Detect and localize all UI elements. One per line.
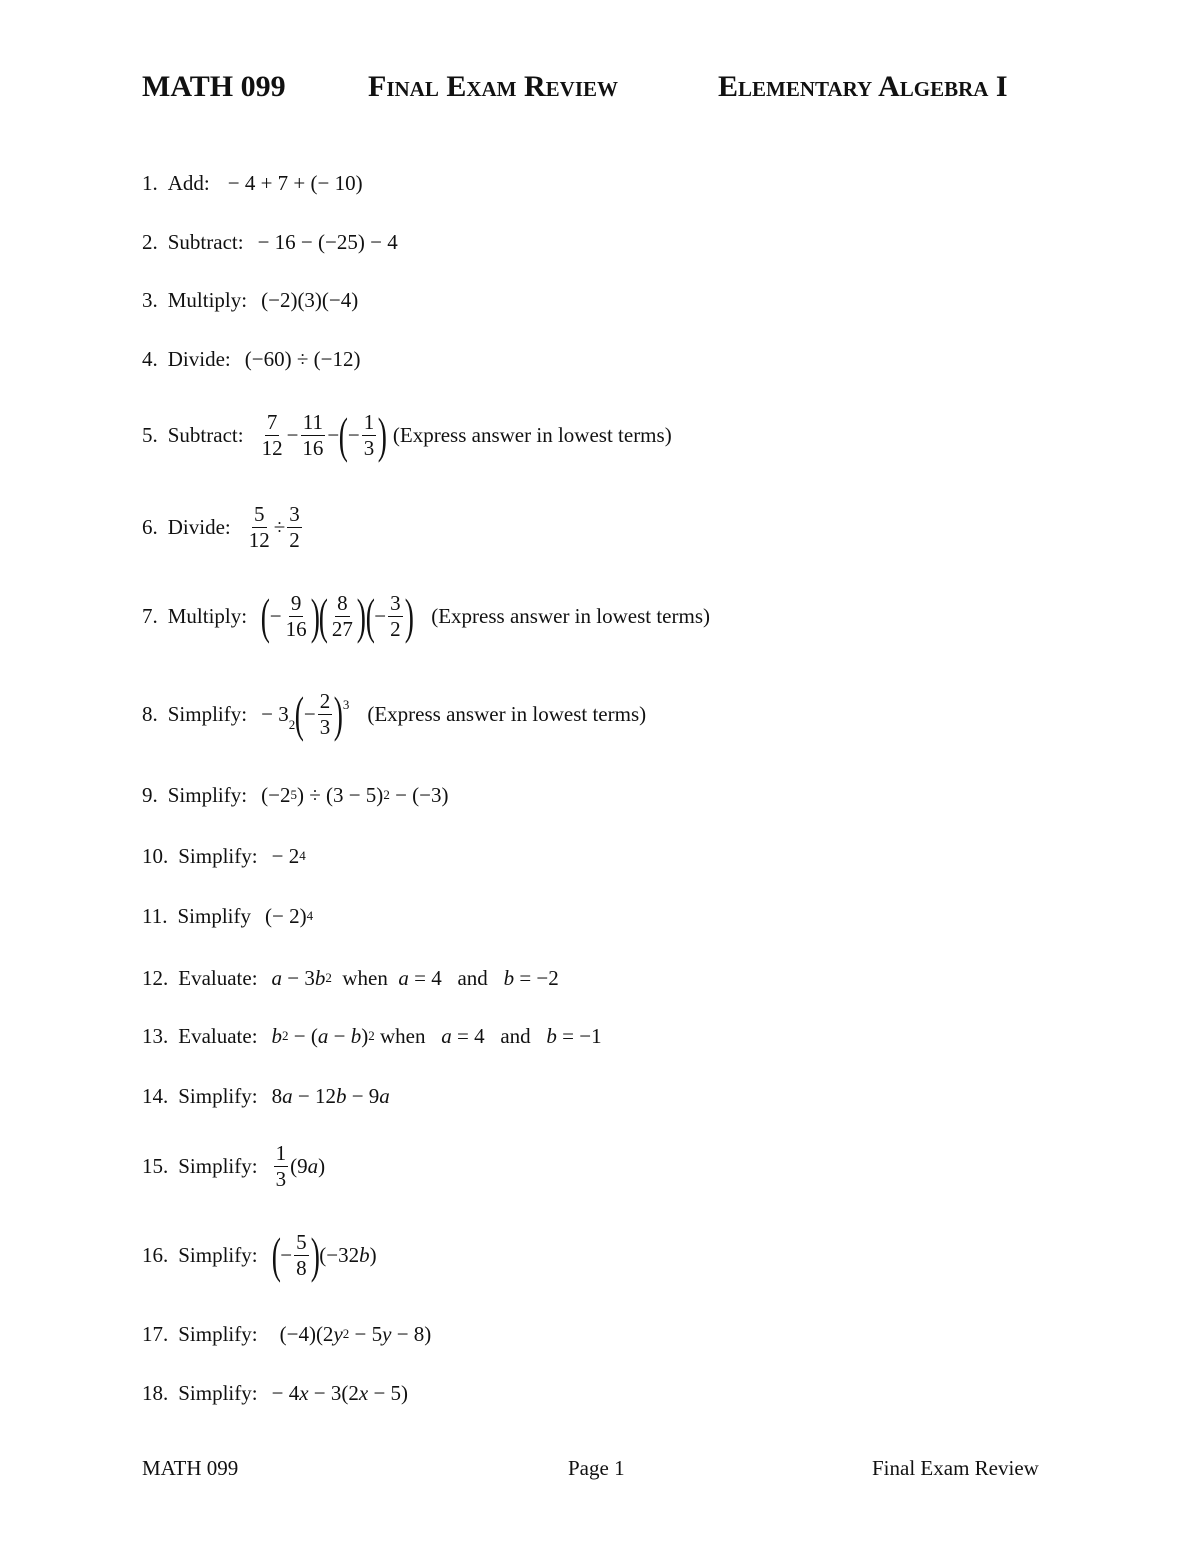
- problem-expression: b 2 − ( a − b ) 2 when a = 4 and b = −1: [271, 1023, 602, 1048]
- problem-15: [142, 1126, 325, 1206]
- problem-expression: (−60) ÷ (−12): [244, 346, 361, 371]
- problem-number: 9.: [142, 782, 158, 807]
- fraction: $\frac{3}{2}$: [289, 502, 300, 552]
- problem-expression: $\frac{7}{12}$ − $\frac{11}{16}$ − ( − $\frac{1}{3}$ ): [261, 407, 388, 463]
- problem-label: Simplify:: [178, 1321, 258, 1346]
- header-course: MATH 099: [142, 70, 286, 103]
- problem-expression: − 16 − (−25) − 4: [257, 229, 398, 254]
- problem-expression: ( − $\frac{9}{16}$ ) ( $\frac{8}{27}$ ) ( − $\frac{3}{2}$ ): [260, 588, 414, 644]
- problem-label: Multiply:: [167, 287, 248, 312]
- problem-label: Divide:: [167, 514, 231, 539]
- problem-label: Evaluate:: [178, 965, 258, 990]
- problem-number: 1.: [142, 170, 158, 195]
- problem-label: Simplify: [177, 903, 251, 928]
- problem-number: 15.: [142, 1153, 169, 1178]
- problem-number: 11.: [142, 903, 168, 928]
- problem-label: Simplify:: [178, 1242, 258, 1267]
- problem-8: [142, 674, 646, 754]
- problem-number: 13.: [142, 1023, 169, 1048]
- problem-expression: (−2 5 ) ÷ (3 − 5) 2 − (−3): [261, 782, 449, 807]
- footer-title: Final Exam Review: [872, 1456, 1039, 1480]
- fraction: $\frac{8}{27}$: [331, 591, 353, 641]
- problem-6: [142, 487, 304, 567]
- problem-number: 2.: [142, 229, 158, 254]
- problem-expression: − 2 4: [271, 843, 306, 868]
- problem-expression: ( − $\frac{5}{8}$ ) (−32 b ): [271, 1227, 377, 1283]
- fraction: $\frac{5}{12}$: [248, 502, 270, 552]
- fraction: $\frac{9}{16}$: [285, 591, 307, 641]
- fraction: $\frac{5}{8}$: [296, 1230, 307, 1280]
- problem-expression: (−2)(3)(−4): [261, 287, 359, 312]
- problem-number: 16.: [142, 1242, 169, 1267]
- problem-number: 5.: [142, 422, 158, 447]
- problem-label: Evaluate:: [178, 1023, 258, 1048]
- problem-expression: 8 a − 12 b − 9 a: [271, 1083, 390, 1108]
- problem-number: 6.: [142, 514, 158, 539]
- instruction-note: (Express answer in lowest terms): [431, 603, 710, 628]
- fraction: $\frac{2}{3}$: [319, 689, 331, 739]
- problem-4: [142, 319, 360, 399]
- header-title: Final Exam Review: [368, 70, 619, 103]
- problem-18: [142, 1353, 408, 1433]
- problem-label: Subtract:: [167, 422, 244, 447]
- problem-number: 4.: [142, 346, 158, 371]
- problem-label: Simplify:: [178, 1153, 258, 1178]
- problem-number: 8.: [142, 701, 158, 726]
- fraction: $\frac{3}{2}$: [390, 591, 401, 641]
- problem-number: 18.: [142, 1380, 169, 1405]
- problem-label: Simplify:: [167, 782, 248, 807]
- problem-label: Add:: [167, 170, 210, 195]
- footer-page-number: Page 1: [568, 1456, 625, 1480]
- problem-label: Simplify:: [167, 701, 248, 726]
- problem-16: [142, 1215, 377, 1295]
- problem-7: [142, 576, 710, 656]
- problem-label: Multiply:: [167, 603, 248, 628]
- problem-expression: $\frac{1}{3}$ (9 a ): [275, 1141, 326, 1191]
- problem-expression: (−4)(2 y 2 − 5 y − 8): [279, 1321, 432, 1346]
- problem-expression: a − 3 b 2 when a = 4 and b = −2: [271, 965, 559, 990]
- problem-number: 14.: [142, 1083, 169, 1108]
- problem-expression: − 4 x − 3(2 x − 5): [271, 1380, 409, 1405]
- problem-number: 10.: [142, 843, 169, 868]
- problem-label: Simplify:: [178, 843, 258, 868]
- fraction: $\frac{1}{3}$: [363, 410, 375, 460]
- problem-expression: $\frac{5}{12}$ ÷ $\frac{3}{2}$: [248, 502, 300, 552]
- problem-label: Simplify:: [178, 1083, 258, 1108]
- problem-number: 7.: [142, 603, 158, 628]
- problem-expression: − 3 $_2$ ( − $\frac{2}{3}$ ) $^3$: [261, 686, 350, 742]
- fraction: $\frac{7}{12}$: [261, 410, 283, 460]
- instruction-note: (Express answer in lowest terms): [392, 422, 672, 447]
- problem-expression: − 4 + 7 + (− 10): [227, 170, 363, 195]
- fraction: $\frac{1}{3}$: [275, 1141, 287, 1191]
- problem-label: Divide:: [167, 346, 231, 371]
- problem-number: 17.: [142, 1321, 169, 1346]
- fraction: $\frac{11}{16}$: [302, 410, 324, 460]
- problem-number: 12.: [142, 965, 169, 990]
- problem-label: Simplify:: [178, 1380, 258, 1405]
- footer-course: MATH 099: [142, 1456, 239, 1480]
- problem-14: [142, 1056, 390, 1136]
- problem-label: Subtract:: [167, 229, 244, 254]
- problem-number: 3.: [142, 287, 158, 312]
- problem-expression: (− 2) 4: [265, 903, 314, 928]
- instruction-note: (Express answer in lowest terms): [367, 701, 647, 726]
- problem-5: [142, 395, 672, 475]
- header-subject: Elementary Algebra I: [718, 70, 1008, 103]
